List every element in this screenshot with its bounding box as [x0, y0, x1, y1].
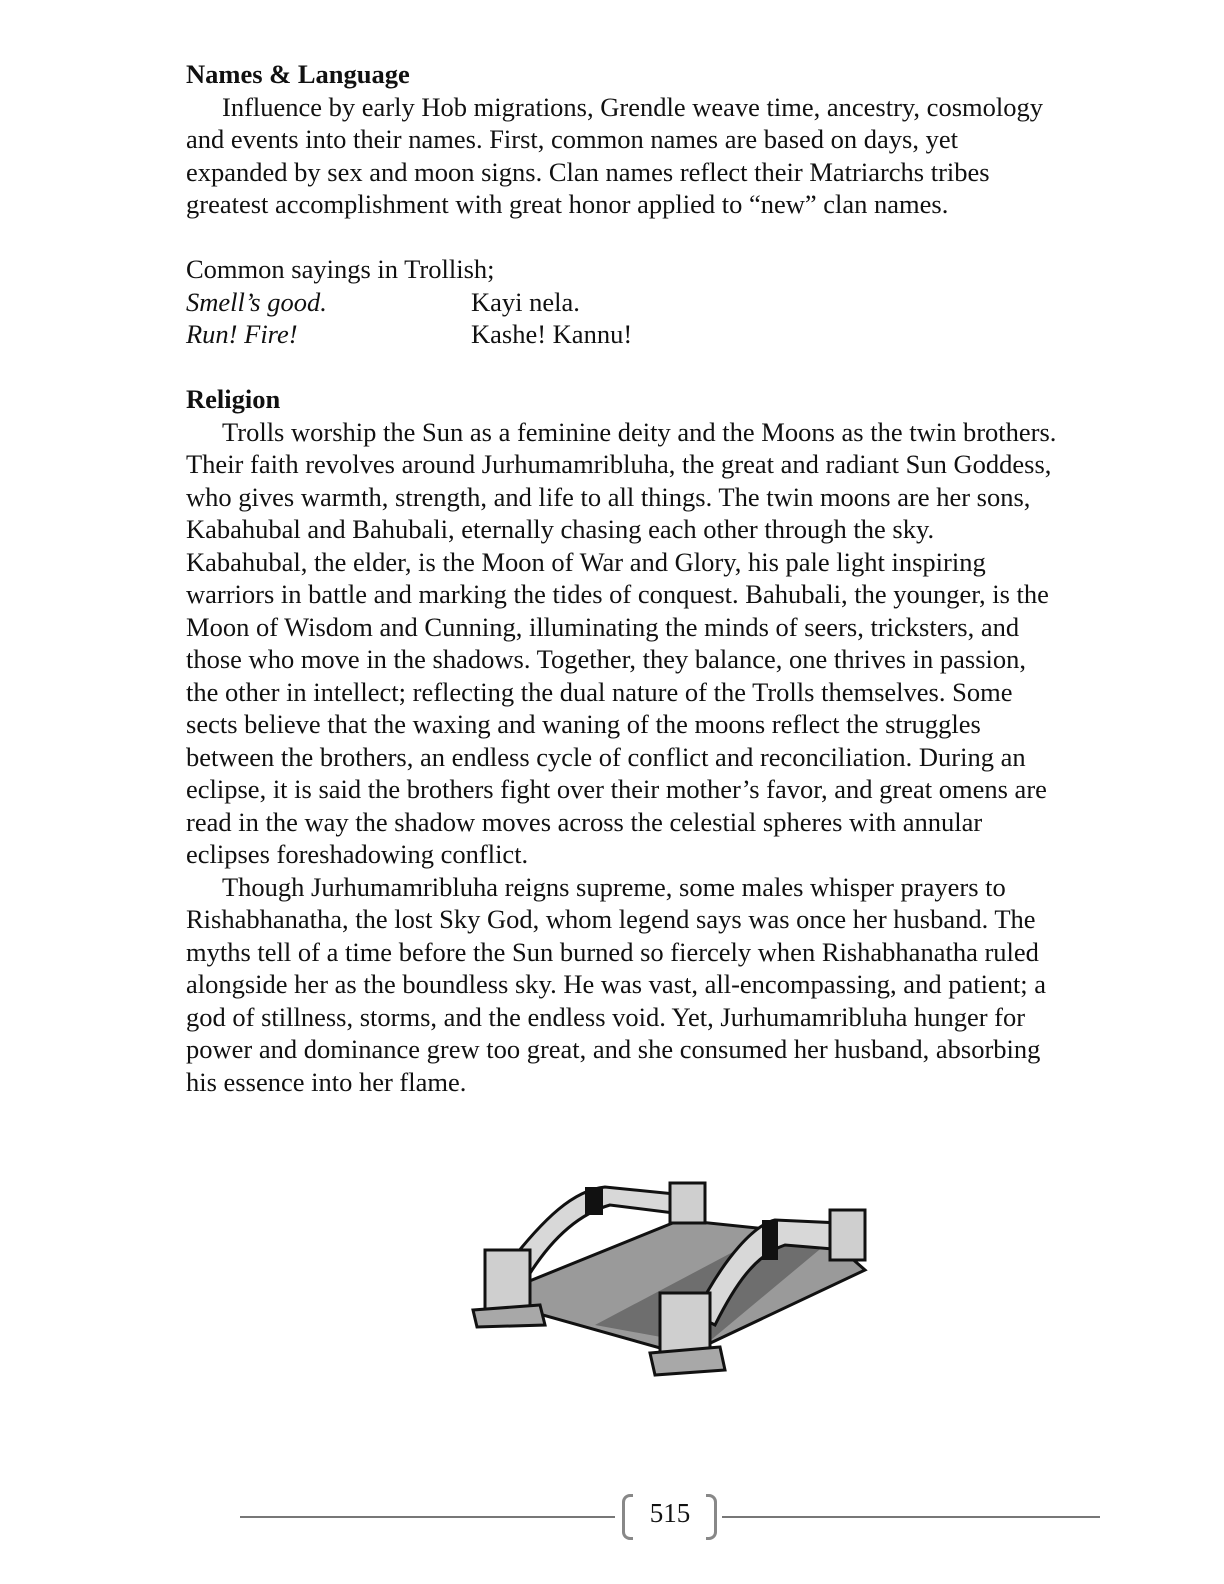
text-line: Kabahubal, the elder, is the Moon of War and Glory, his pale light inspiring: [186, 546, 986, 577]
footer-rule-right: [722, 1516, 1100, 1518]
text-line: who gives warmth, strength, and life to all things. The twin moons are her sons,: [186, 481, 1031, 512]
text-line: Their faith revolves around Jurhumamribluha, the great and radiant Sun Goddess,: [186, 449, 1052, 479]
text-line: Moon of Wisdom and Cunning, illuminating the minds of seers, tricksters, and: [186, 611, 1020, 642]
text-line: Rishabhanatha, the lost Sky God, whom legend says was once her husband. The: [186, 904, 1036, 934]
religion-paragraph-1: [186, 416, 1166, 871]
saying-trollish: Kayi nela.: [471, 286, 580, 317]
text-line: sects believe that the waxing and waning of the moons reflect the struggles: [186, 709, 981, 739]
text-line: Though Jurhumamribluha reigns supreme, some males whisper prayers to: [222, 871, 1006, 902]
text-line: those who move in the shadows. Together, they balance, one thrives in passion,: [186, 644, 1027, 674]
text-line: eclipses foreshadowing conflict.: [186, 839, 529, 869]
right-brace: [706, 1494, 717, 1540]
text-line: power and dominance grew too great, and she consumed her husband, absorbing: [186, 1034, 1041, 1064]
stone-bridge-illustration: [465, 1175, 875, 1380]
sayings-table: [186, 286, 1166, 351]
saying-row: [186, 318, 1166, 351]
section-heading-names-language: Names & Language: [186, 59, 410, 89]
text-line: myths tell of a time before the Sun burned so fiercely when Rishabhanatha ruled: [186, 936, 1039, 967]
text-line: eclipse, it is said the brothers fight over their mother’s favor, and great omens are: [186, 774, 1047, 804]
sayings-intro: Common sayings in Trollish;: [186, 254, 495, 284]
saying-row: [186, 286, 1166, 319]
footer-rule-left: [240, 1516, 615, 1518]
text-line: the other in intellect; reflecting the dual nature of the Trolls themselves. Some: [186, 676, 1013, 707]
text-line: and events into their names. First, common names are based on days, yet: [186, 124, 958, 154]
page-number: 515: [649, 1498, 691, 1528]
section-heading-religion: Religion: [186, 384, 281, 414]
text-line: warriors in battle and marking the tides of conquest. Bahubali, the younger, is the: [186, 579, 1049, 609]
text-line: god of stillness, storms, and the endless void. Yet, Jurhumamribluha hunger for: [186, 1001, 1026, 1032]
text-line: Trolls worship the Sun as a feminine deity and the Moons as the twin brothers.: [222, 416, 1057, 447]
text-line: expanded by sex and moon signs. Clan names reflect their Matriarchs tribes: [186, 156, 990, 187]
saying-trollish: Kashe! Kannu!: [471, 319, 633, 349]
text-line: Influence by early Hob migrations, Grendle weave time, ancestry, cosmology: [222, 91, 1043, 122]
page-footer: [240, 1494, 1100, 1540]
text-line: greatest accomplishment with great honor applied to “new” clan names.: [186, 189, 949, 219]
saying-english: Run! Fire!: [186, 319, 298, 349]
page-body: [186, 58, 1166, 1098]
text-line: read in the way the shadow moves across the celestial spheres with annular: [186, 806, 983, 837]
text-line: alongside her as the boundless sky. He was vast, all-encompassing, and patient; a: [186, 969, 1047, 999]
text-line: Kabahubal and Bahubali, eternally chasing each other through the sky.: [186, 514, 935, 544]
religion-paragraph-2: [186, 871, 1166, 1099]
text-line: his essence into her flame.: [186, 1066, 467, 1097]
saying-english: Smell’s good.: [186, 286, 327, 317]
text-line: between the brothers, an endless cycle of conflict and reconciliation. During an: [186, 741, 1026, 772]
names-language-paragraph: [186, 91, 1166, 221]
